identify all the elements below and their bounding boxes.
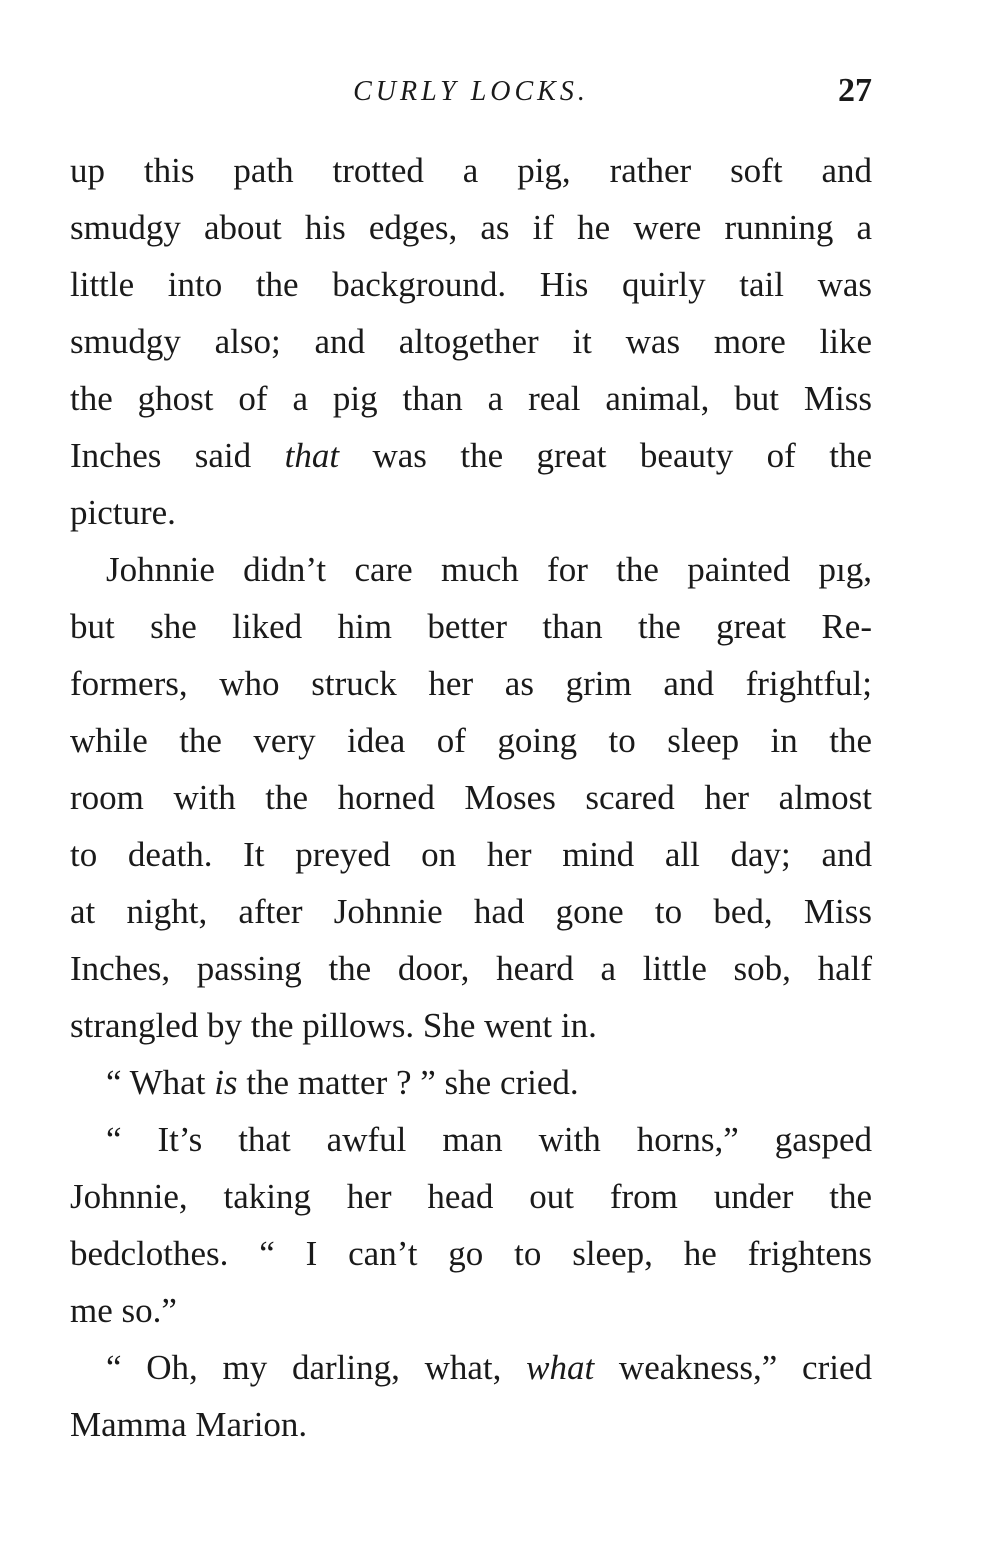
italic-emphasis: that xyxy=(284,436,340,475)
text-line xyxy=(70,370,872,427)
text-segment: to death. It preyed on her mind all day; and xyxy=(70,835,872,874)
text-segment: Johnnie, taking her head out from under the xyxy=(70,1177,872,1216)
text-line xyxy=(70,712,872,769)
text-line xyxy=(70,769,872,826)
text-line xyxy=(70,142,872,199)
text-segment: “ What xyxy=(106,1063,215,1102)
text-segment: little into the background. His quirly tail was xyxy=(70,265,872,304)
text-segment: up this path trotted a pig, rather soft and xyxy=(70,151,872,190)
text-segment: smudgy about his edges, as if he were running a xyxy=(70,208,872,247)
text-segment: weakness,” cried xyxy=(594,1348,872,1387)
text-line xyxy=(70,1168,872,1225)
text-line xyxy=(70,1111,872,1168)
text-segment: strangled by the pillows. She went in. xyxy=(70,1006,597,1045)
text-segment: picture. xyxy=(70,493,176,532)
text-segment: room with the horned Moses scared her almost xyxy=(70,778,872,817)
text-segment: Inches said xyxy=(70,436,285,475)
page-number: 27 xyxy=(838,72,872,109)
text-segment: while the very idea of going to sleep in the xyxy=(70,721,872,760)
italic-emphasis: what xyxy=(526,1348,595,1387)
text-line xyxy=(70,598,872,655)
italic-emphasis: is xyxy=(214,1063,238,1102)
text-line xyxy=(70,1225,872,1282)
text-line xyxy=(70,484,872,541)
text-line xyxy=(70,655,872,712)
text-segment: was the great beauty of the xyxy=(339,436,872,475)
text-line xyxy=(70,997,872,1054)
text-line xyxy=(70,1282,872,1339)
text-line xyxy=(70,256,872,313)
text-segment: but she liked him better than the great Re- xyxy=(70,607,872,646)
text-line xyxy=(70,427,872,484)
text-segment: bedclothes. “ I can’t go to sleep, he frightens xyxy=(70,1234,872,1273)
text-line xyxy=(70,313,872,370)
text-line xyxy=(70,199,872,256)
text-line xyxy=(70,940,872,997)
text-segment: formers, who struck her as grim and frightful; xyxy=(70,664,872,703)
text-segment: Inches, passing the door, heard a little sob, half xyxy=(70,949,872,988)
text-segment: the matter ? ” she cried. xyxy=(237,1063,579,1102)
running-title: CURLY LOCKS. xyxy=(353,76,589,107)
text-line xyxy=(70,1339,872,1396)
text-segment: smudgy also; and altogether it was more like xyxy=(70,322,872,361)
body-text xyxy=(70,142,872,1453)
text-segment: “ It’s that awful man with horns,” gasped xyxy=(106,1120,872,1159)
text-segment: Mamma Marion. xyxy=(70,1405,308,1444)
text-segment: the ghost of a pig than a real animal, but Miss xyxy=(70,379,872,418)
text-line xyxy=(70,826,872,883)
text-segment: Johnnie didn’t care much for the painted pıg, xyxy=(106,550,872,589)
text-segment: me so.” xyxy=(70,1291,177,1330)
text-line xyxy=(70,883,872,940)
text-line xyxy=(70,541,872,598)
text-line xyxy=(70,1054,872,1111)
text-segment: at night, after Johnnie had gone to bed, Miss xyxy=(70,892,872,931)
text-line xyxy=(70,1396,872,1453)
running-head xyxy=(70,72,872,116)
text-segment: “ Oh, my darling, what, xyxy=(106,1348,527,1387)
